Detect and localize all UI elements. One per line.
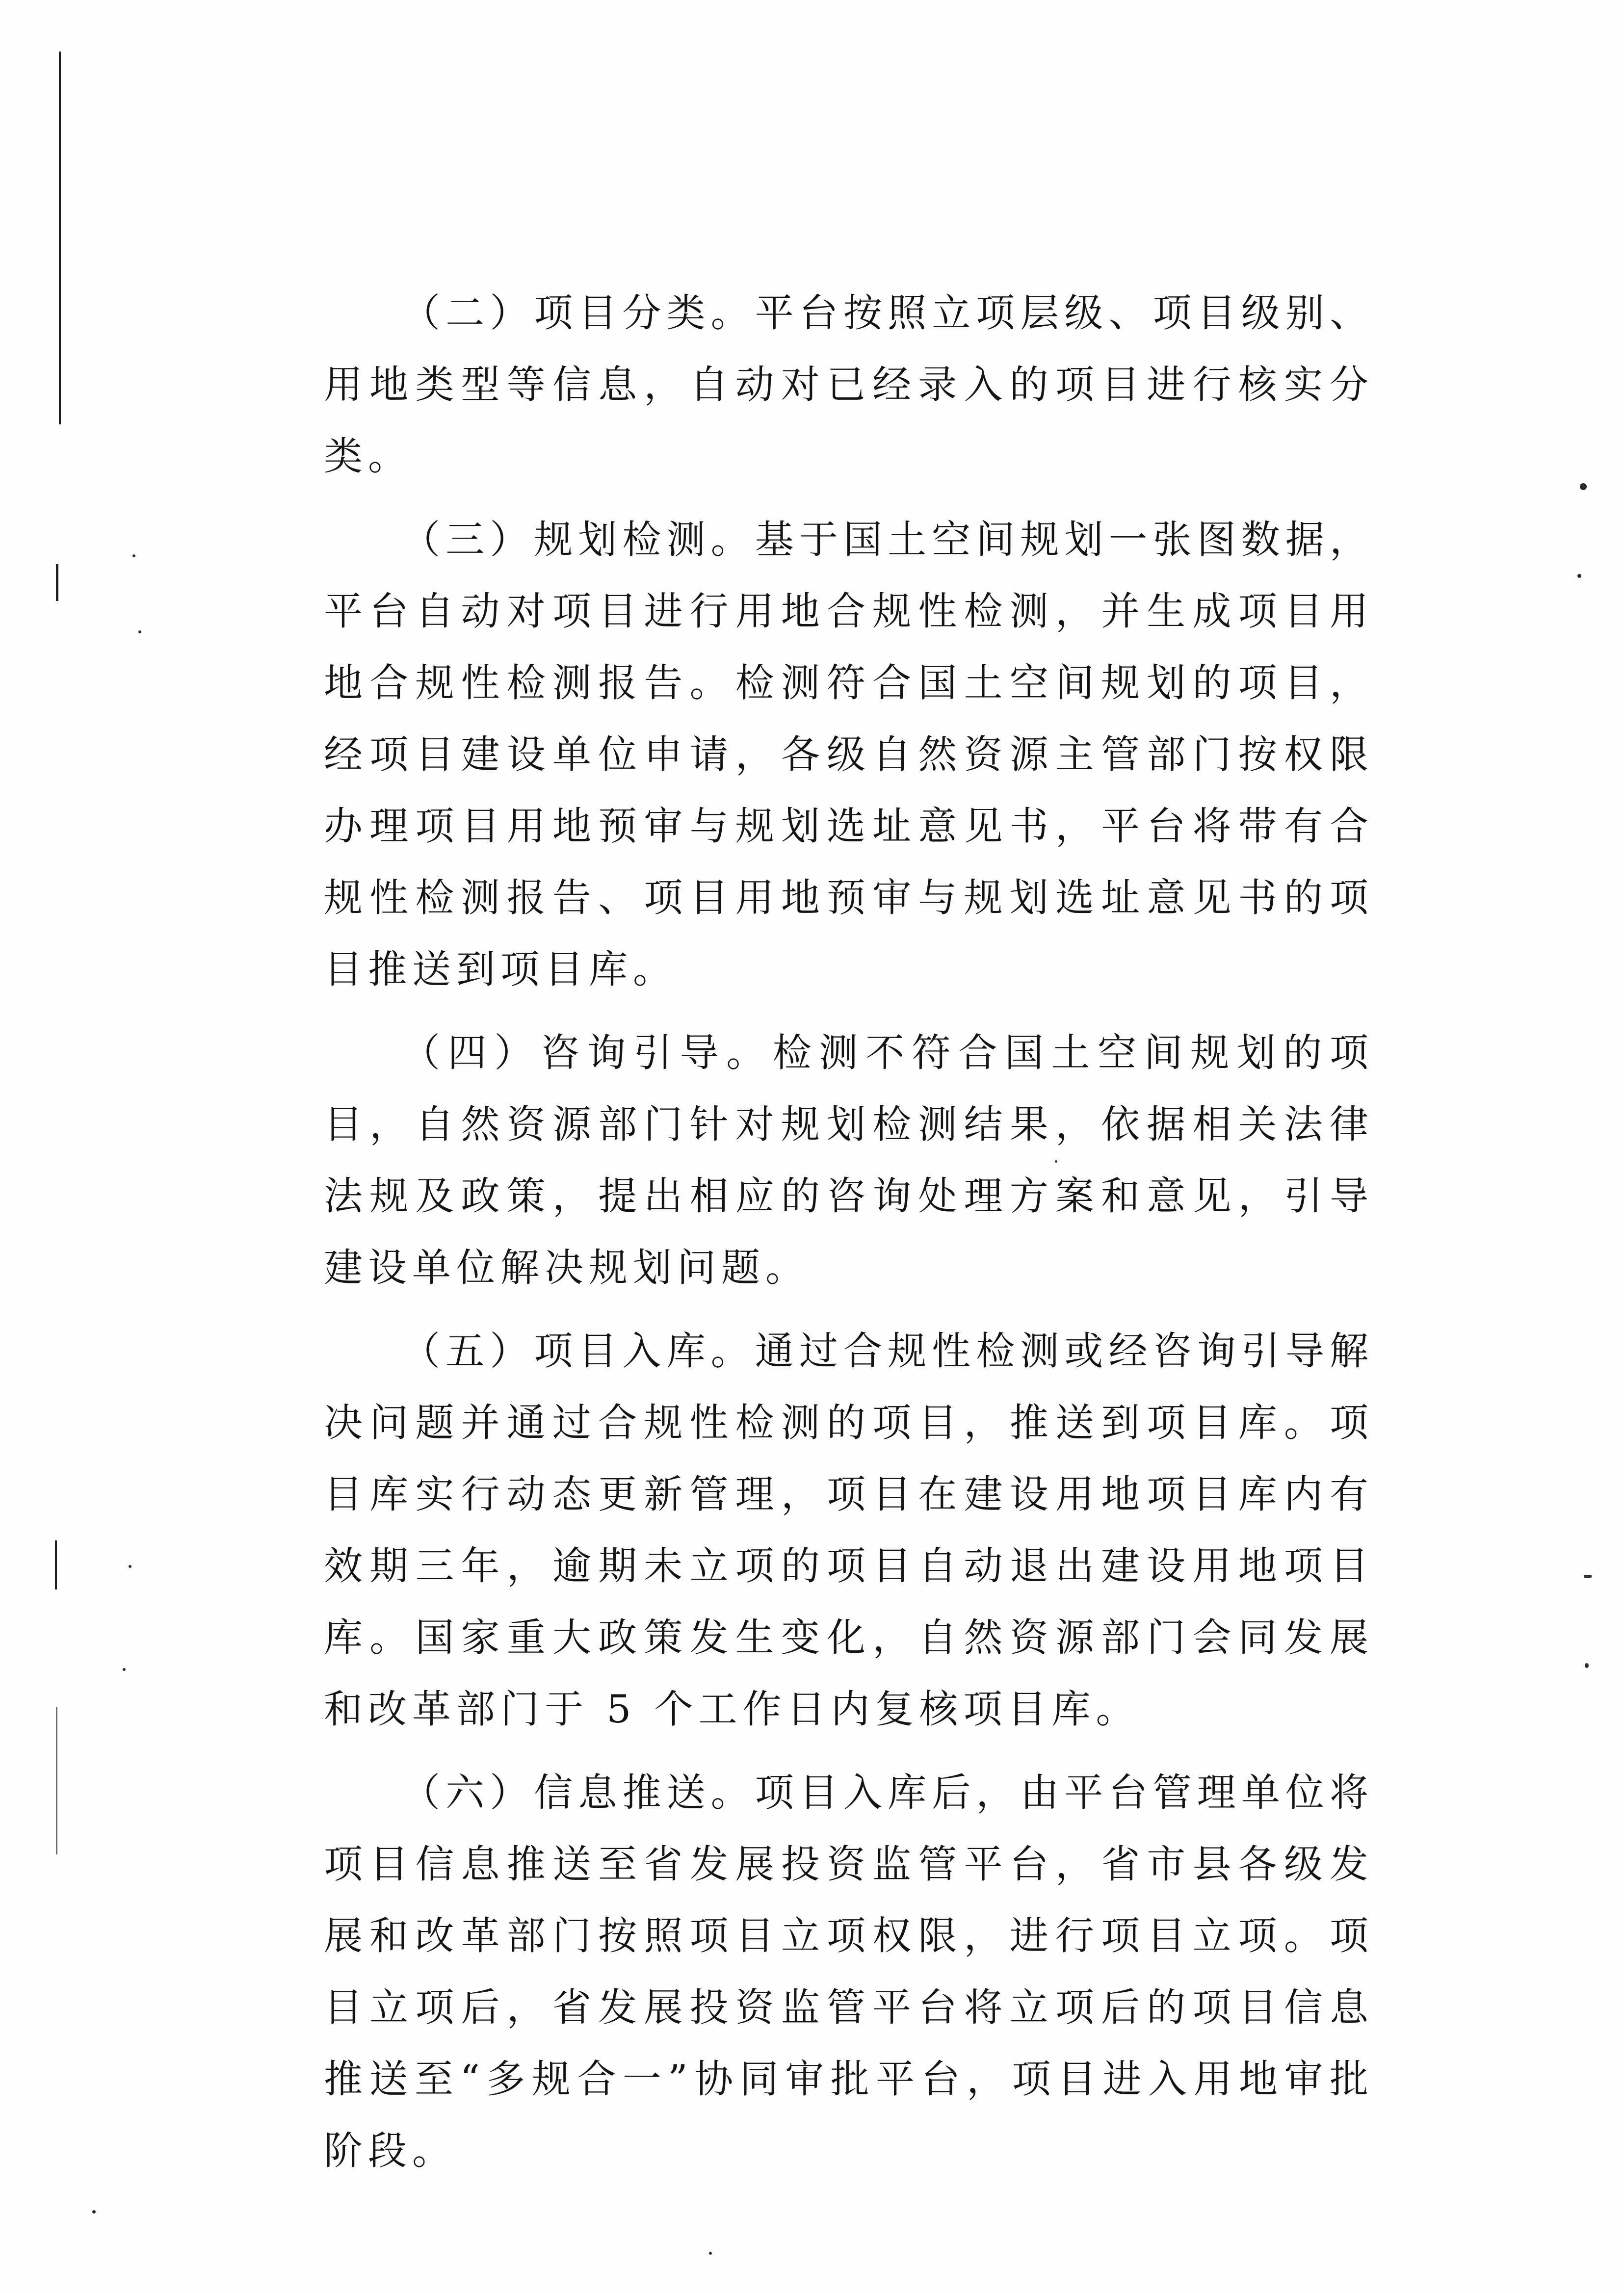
scan-speck xyxy=(1577,574,1581,578)
paragraph-project-warehousing: （五）项目入库。通过合规性检测或经咨询引导解决问题并通过合规性检测的项目，推送到项目库。项目库实行动态更新管理，项目在建设用地项目库内有效期三年，逾期未立项的项目自动退出建设用地项目库。国家重大政策发生变化，自然资源部门会同发展和改革部门于 5 个工作日内复核项目库。 xyxy=(324,1329,1374,1732)
paragraph-project-classification: （二）项目分类。平台按照立项层级、项目级别、用地类型等信息，自动对已经录入的项目进行核实分类。 xyxy=(324,290,1374,479)
scan-speck xyxy=(132,554,135,557)
scan-speck xyxy=(1580,483,1587,490)
scan-edge-line-top xyxy=(59,52,61,424)
scan-speck xyxy=(1584,1575,1592,1578)
scan-speck xyxy=(709,2252,712,2255)
scan-edge-line-lower xyxy=(55,1540,57,1589)
scan-edge-line-bottom xyxy=(56,1707,57,1854)
paragraph-information-push: （六）信息推送。项目入库后，由平台管理单位将项目信息推送至省发展投资监管平台，省市县各级发展和改革部门按照项目立项权限，进行项目立项。项目立项后，省发展投资监管平台将立项后的项目信息推送至“多规合一”协同审批平台，项目进入用地审批阶段。 xyxy=(324,1770,1374,2173)
scan-speck xyxy=(129,1565,131,1568)
scan-speck xyxy=(92,2210,96,2214)
paragraph-consultation-guidance: （四）咨询引导。检测不符合国土空间规划的项目，自然资源部门针对规划检测结果，依据相关法律法规及政策，提出相应的咨询处理方案和意见，引导建设单位解决规划问题。 xyxy=(324,1030,1374,1290)
scan-speck xyxy=(1585,1663,1589,1668)
document-body xyxy=(324,277,1374,2198)
scan-edge-line-middle xyxy=(56,564,58,601)
scan-speck xyxy=(138,630,141,633)
scan-speck xyxy=(123,1668,126,1671)
paragraph-planning-detection: （三）规划检测。基于国土空间规划一张图数据，平台自动对项目进行用地合规性检测，并生成项目用地合规性检测报告。检测符合国土空间规划的项目，经项目建设单位申请，各级自然资源主管部门按权限办理项目用地预审与规划选址意见书，平台将带有合规性检测报告、项目用地预审与规划选址意见书的项目推送到项目库。 xyxy=(324,517,1374,992)
